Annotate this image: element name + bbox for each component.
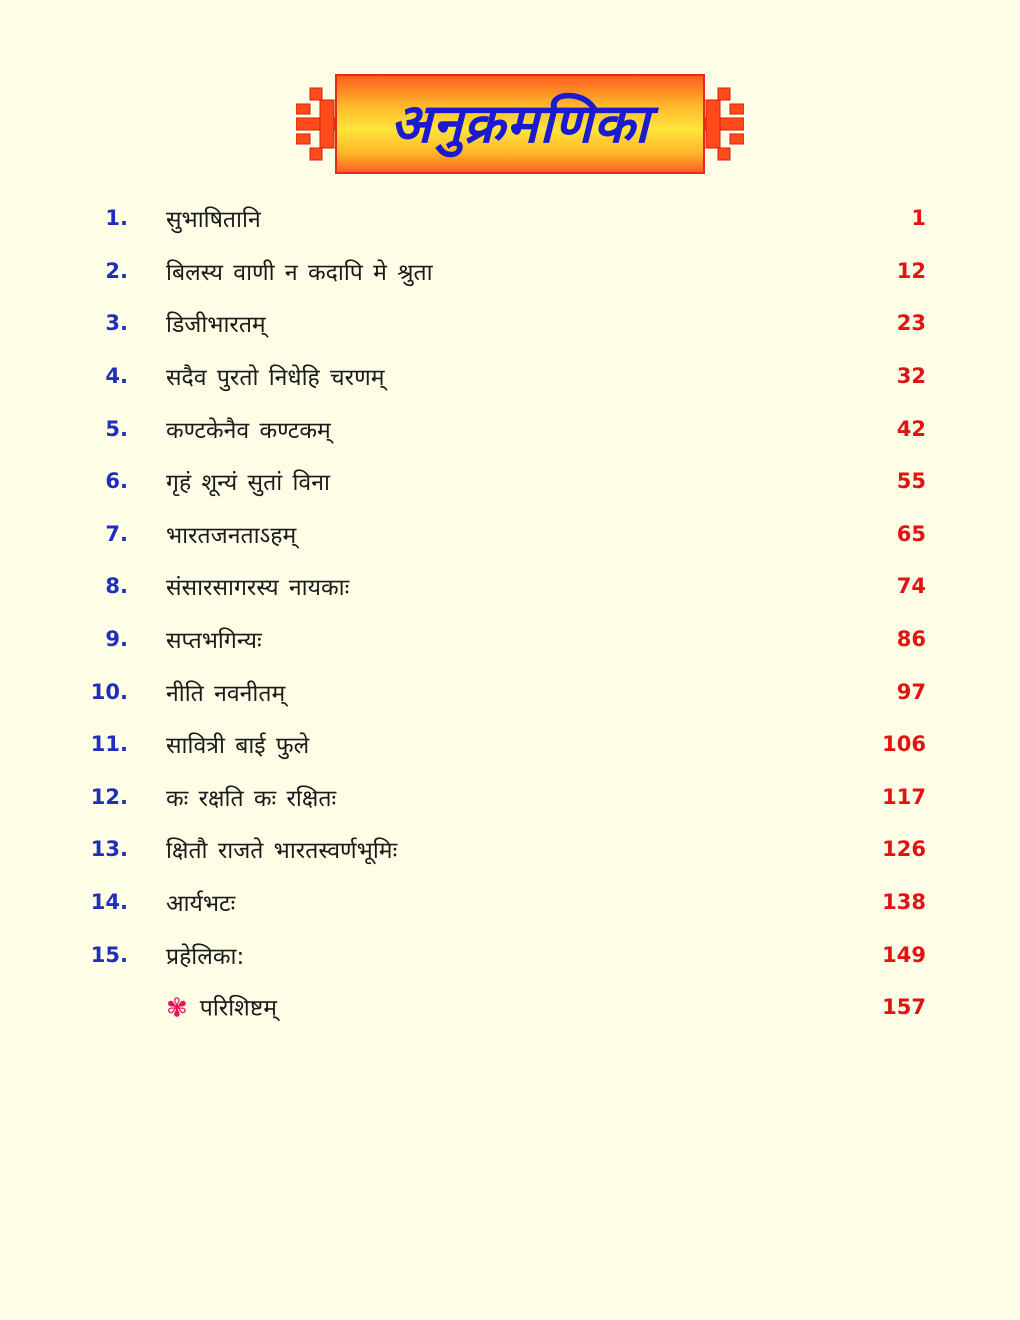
lesson-number: 5. [105, 416, 128, 441]
lesson-title[interactable]: सुभाषितानि [166, 207, 261, 234]
toc-row[interactable] [0, 771, 1020, 824]
page-number: 32 [896, 364, 926, 389]
lesson-number: 4. [105, 364, 128, 389]
toc-row[interactable] [0, 245, 1020, 298]
lesson-title[interactable]: सदैव पुरतो निधेहि चरणम् [166, 365, 385, 392]
lesson-number: 13. [90, 837, 128, 862]
lesson-title[interactable]: बिलस्य वाणी न कदापि मे श्रुता [166, 259, 433, 286]
heading-banner [296, 74, 744, 174]
lesson-title[interactable]: कण्टकेनैव कण्टकम् [166, 417, 331, 444]
lesson-title[interactable]: क्षितौ राजते भारतस्वर्णभूमिः [166, 838, 398, 865]
appendix-title: परिशिष्टम् [199, 995, 278, 1022]
toc-row[interactable] [0, 665, 1020, 718]
lesson-number: 12. [90, 784, 128, 809]
lesson-number: 9. [105, 627, 128, 652]
lesson-number: 8. [105, 574, 128, 599]
lesson-title[interactable]: कः रक्षति कः रक्षितः [166, 785, 337, 812]
toc-row[interactable] [0, 718, 1020, 771]
page-number: 126 [882, 837, 926, 862]
lesson-title[interactable]: प्रहेलिका: [166, 943, 245, 970]
lesson-title[interactable]: संसारसागरस्य नायकाः [166, 575, 350, 602]
page-number: 74 [896, 574, 926, 599]
page-number: 86 [896, 627, 926, 652]
page-number: 65 [896, 521, 926, 546]
page-number: 55 [896, 469, 926, 494]
flower-icon: ✾ [166, 993, 188, 1024]
toc-row[interactable] [0, 928, 1020, 981]
lesson-number: 7. [105, 521, 128, 546]
page-number: 138 [882, 890, 926, 915]
toc-row[interactable] [0, 402, 1020, 455]
toc-row[interactable] [0, 823, 1020, 876]
appendix-entry[interactable] [166, 991, 277, 1024]
toc-row[interactable] [0, 876, 1020, 929]
toc-row-appendix[interactable] [0, 981, 1020, 1034]
lesson-title[interactable]: सावित्री बाई फुले [166, 733, 310, 760]
lesson-number: 2. [105, 258, 128, 283]
lesson-number: 14. [90, 890, 128, 915]
lesson-number: 15. [90, 942, 128, 967]
lesson-title[interactable]: डिजीभारतम् [166, 312, 266, 339]
toc-row[interactable] [0, 613, 1020, 666]
toc-row[interactable] [0, 508, 1020, 561]
page-number: 149 [882, 942, 926, 967]
lesson-title[interactable]: गृहं शून्यं सुतां विना [166, 470, 330, 497]
lesson-title[interactable]: सप्तभगिन्यः [166, 628, 262, 655]
page-number: 42 [896, 416, 926, 441]
lesson-number: 3. [105, 311, 128, 336]
lesson-title[interactable]: भारतजनताऽहम् [166, 522, 297, 549]
page-number: 23 [896, 311, 926, 336]
page-number: 106 [882, 732, 926, 757]
lesson-title[interactable]: नीति नवनीतम् [166, 680, 286, 707]
lesson-number: 11. [90, 732, 128, 757]
lesson-title[interactable]: आर्यभटः [166, 891, 236, 918]
page-title: अनुक्रमणिका [390, 92, 650, 155]
toc-row[interactable] [0, 455, 1020, 508]
toc-row[interactable] [0, 192, 1020, 245]
page-number: 97 [896, 679, 926, 704]
lesson-number: 1. [105, 206, 128, 231]
page-number: 157 [882, 995, 926, 1020]
toc-row[interactable] [0, 560, 1020, 613]
toc-row[interactable] [0, 350, 1020, 403]
page-number: 117 [882, 784, 926, 809]
lesson-number: 10. [90, 679, 128, 704]
lesson-number: 6. [105, 469, 128, 494]
page-number: 12 [896, 258, 926, 283]
toc-row[interactable] [0, 297, 1020, 350]
table-of-contents [0, 192, 1020, 1034]
page-number: 1 [911, 206, 926, 231]
